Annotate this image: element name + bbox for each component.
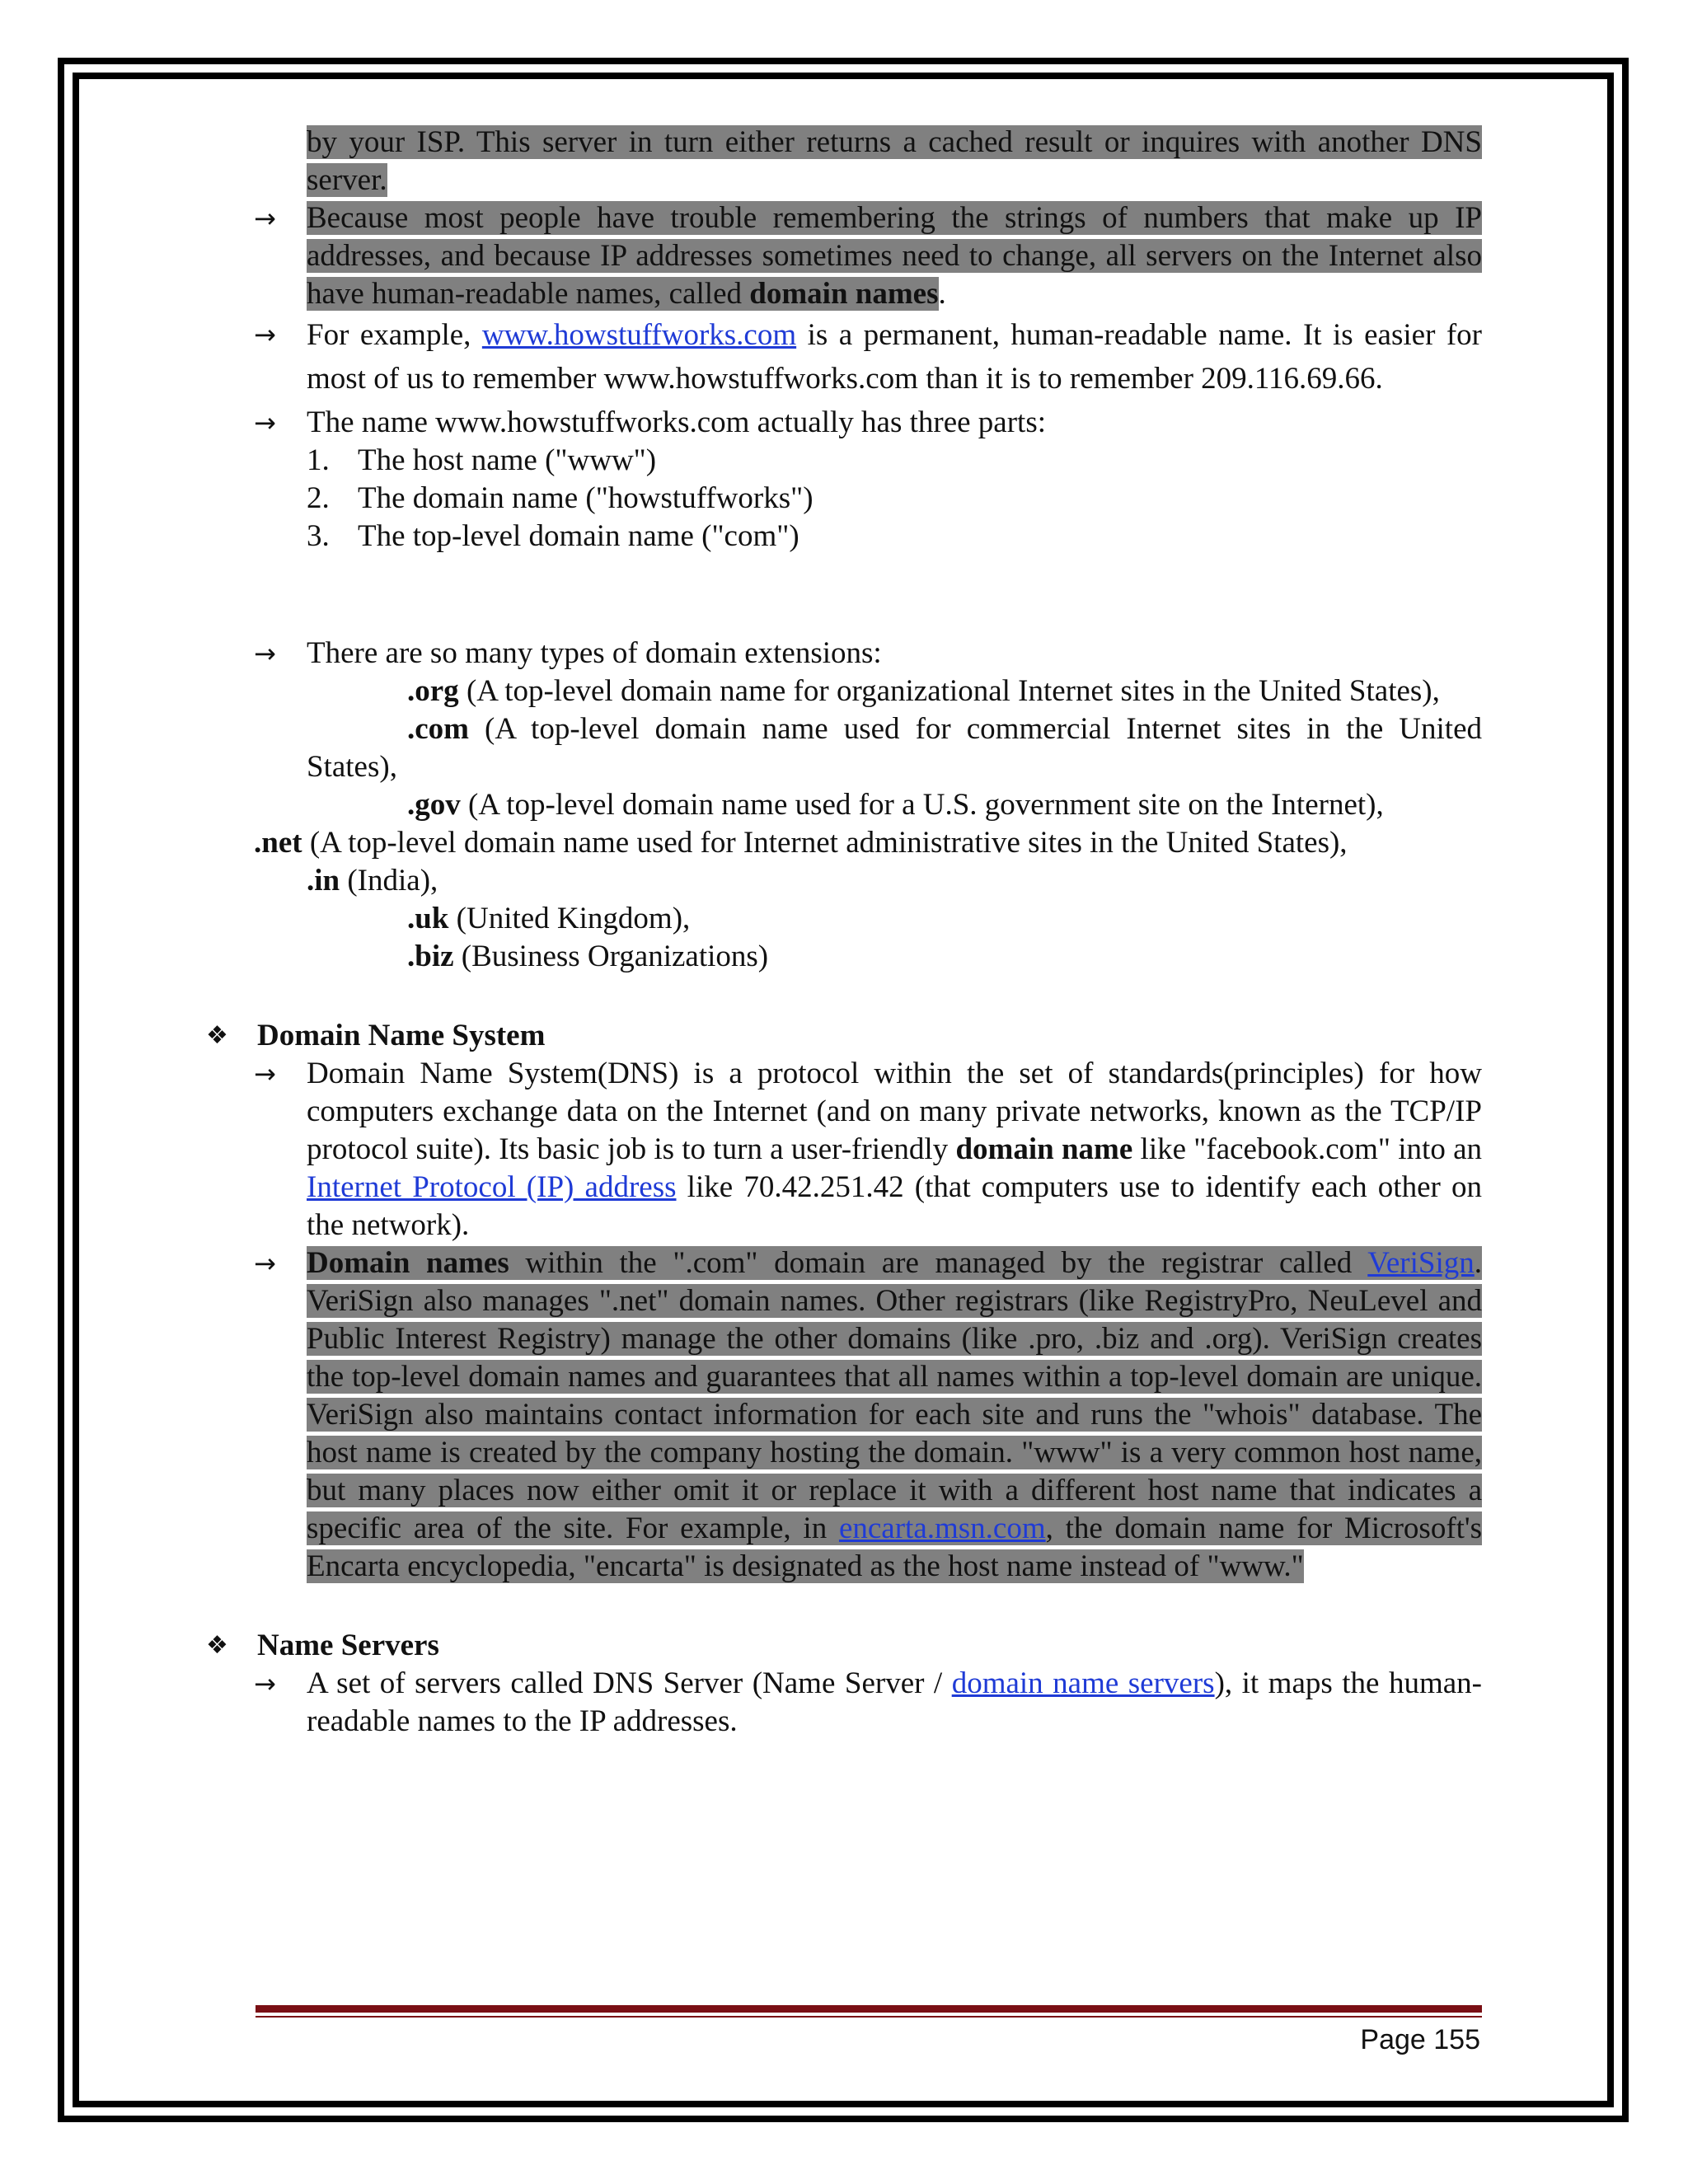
arrow-icon: →: [254, 203, 276, 234]
extension-biz: .biz (Business Organizations): [407, 940, 769, 973]
arrow-icon: →: [254, 1248, 276, 1279]
list-item: [254, 1244, 1482, 1586]
numbered-item: 2. The domain name ("howstuffworks"): [307, 481, 814, 515]
footer-rule: [256, 2005, 1482, 2013]
domain-name-servers-link[interactable]: domain name servers: [951, 1666, 1215, 1700]
arrow-icon: →: [254, 319, 276, 350]
extension-in: .in (India),: [307, 864, 438, 898]
extension-uk: .uk (United Kingdom),: [407, 902, 691, 935]
verisign-link[interactable]: VeriSign: [1367, 1246, 1475, 1280]
page-number: Page 155: [1360, 2024, 1480, 2055]
highlighted-text: Domain names within the ".com" domain are managed by the registrar called VeriSign. VeriSign also manages ".net" domain names. Other registrars (like RegistryPro, NeuLevel and Public Interest Registry) manage the other domains (like .pro, .biz and .org). VeriSign creates the top-level domain names and guarantees that all names within a top-level domain are unique. VeriSign also maintains contact information for each site and runs the "whois" database. The host name is created by the company hosting the domain. "www" is a very common host name, but many places now either omit it or replace it with a different host name that indicates a specific area of the site. For example, in encarta.msn.com, the domain name for Microsoft's Encarta encyclopedia, "encarta" is designated as the host name instead of "www.": [307, 1246, 1482, 1583]
extension-gov: .gov (A top-level domain name used for a U.S. government site on the Internet),: [407, 788, 1384, 822]
diamond-bullet-icon: ❖: [206, 1631, 228, 1660]
arrow-icon: →: [254, 1058, 276, 1090]
arrow-icon: →: [254, 1668, 276, 1699]
numbered-item: 3. The top-level domain name ("com"): [307, 519, 799, 553]
footer-rule-thin: [256, 2016, 1482, 2018]
list-item: → A set of servers called DNS Server (Name Server / domain name servers), it maps the human-readable names to the IP addresses.: [254, 1666, 1482, 1738]
list-item: → Domain Name System(DNS) is a protocol within the set of standards(principles) for how computers exchange data on the Internet (and on many private networks, known as the TCP/IP protocol suite). Its basic job is to turn a user-friendly domain name like "facebook.com" into an Internet Protocol (IP) address like 70.42.251.42 (that computers use to identify each other on the network).: [254, 1057, 1483, 1242]
extension-org: .org (A top-level domain name for organizational Internet sites in the United States),: [407, 674, 1440, 708]
ip-address-link[interactable]: Internet Protocol (IP) address: [307, 1170, 677, 1204]
section-heading-name-servers: ❖ Name Servers: [254, 1627, 1482, 1665]
list-item: → For example, www.howstuffworks.com is a permanent, human-readable name. It is easier for most of us to remember www.howstuffworks.com than it is to remember 209.116.69.66.: [254, 313, 1482, 401]
howstuffworks-link[interactable]: www.howstuffworks.com: [481, 318, 797, 352]
isp-paragraph: by your ISP. This server in turn either returns a cached result or inquires with another DNS server.: [307, 125, 1482, 197]
encarta-link[interactable]: encarta.msn.com: [838, 1511, 1046, 1545]
diamond-bullet-icon: ❖: [206, 1021, 228, 1050]
extension-com: .com (A top-level domain name used for commercial Internet sites in the United States),: [307, 712, 1482, 784]
list-item: → The name www.howstuffworks.com actually has three parts:: [254, 404, 1482, 442]
numbered-item: 1. The host name ("www"): [307, 443, 657, 477]
arrow-icon: →: [254, 407, 276, 438]
arrow-icon: →: [254, 638, 276, 669]
list-item: → Because most people have trouble remembering the strings of numbers that make up IP addresses, and because IP addresses sometimes need to change, all servers on the Internet also have human-readable names, called domain names.: [254, 201, 1482, 311]
highlighted-text: Because most people have trouble remembering the strings of numbers that make up IP addresses, and because IP addresses sometimes need to change, all servers on the Internet also have human-readable names, called domain names: [307, 201, 1482, 311]
list-item: → There are so many types of domain extensions:: [254, 635, 1482, 673]
page-content: [206, 124, 1483, 1741]
extension-net: .net (A top-level domain name used for Internet administrative sites in the United States),: [254, 826, 1348, 860]
section-heading-dns: ❖ Domain Name System: [254, 1017, 1482, 1055]
